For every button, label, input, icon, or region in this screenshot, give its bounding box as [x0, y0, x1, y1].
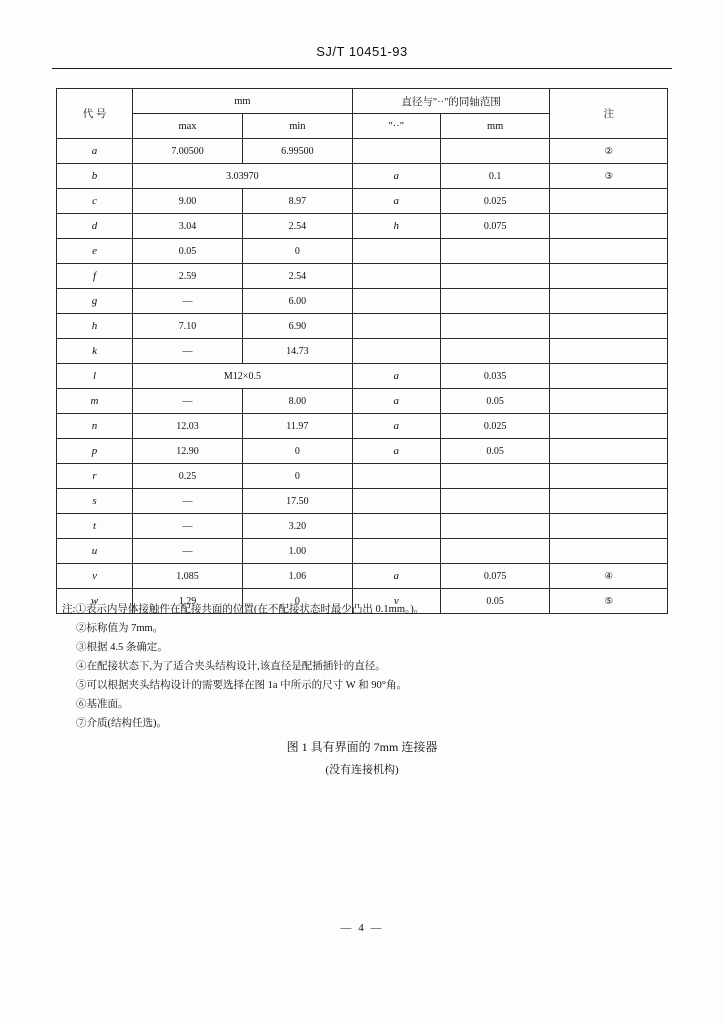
cell-span-value: M12×0.5	[133, 364, 353, 389]
figure-caption-line2: (没有连接机构)	[325, 764, 399, 776]
cell-coax-value	[440, 139, 550, 164]
table-row	[57, 464, 668, 489]
table-header-row-1	[57, 89, 668, 114]
header-mm: mm	[133, 89, 353, 114]
cell-reference	[352, 339, 440, 364]
cell-reference: a	[352, 389, 440, 414]
cell-min: 2.54	[242, 214, 352, 239]
cell-code: l	[57, 364, 133, 389]
cell-max: 0.25	[133, 464, 243, 489]
note-line: ⑥基准面。	[76, 699, 129, 710]
cell-note	[550, 489, 668, 514]
cell-coax-value: 0.075	[440, 214, 550, 239]
cell-note	[550, 464, 668, 489]
table-row	[57, 364, 668, 389]
cell-code: r	[57, 464, 133, 489]
cell-note	[550, 214, 668, 239]
cell-code: d	[57, 214, 133, 239]
cell-max: 0.05	[133, 239, 243, 264]
cell-code: c	[57, 189, 133, 214]
cell-reference: v	[352, 589, 440, 614]
page-header: SJ/T 10451-93	[316, 44, 408, 59]
cell-code: n	[57, 414, 133, 439]
cell-code: k	[57, 339, 133, 364]
cell-coax-value: 0.035	[440, 364, 550, 389]
cell-code: s	[57, 489, 133, 514]
spec-table-body	[57, 139, 668, 614]
header-min: min	[242, 114, 352, 139]
table-row	[57, 239, 668, 264]
header-value-mm: mm	[440, 114, 550, 139]
cell-min: 3.20	[242, 514, 352, 539]
cell-max: 7.00500	[133, 139, 243, 164]
cell-code: a	[57, 139, 133, 164]
cell-coax-value	[440, 489, 550, 514]
table-row	[57, 389, 668, 414]
cell-min: 0	[242, 589, 352, 614]
table-row	[57, 189, 668, 214]
cell-note	[550, 389, 668, 414]
cell-note	[550, 514, 668, 539]
cell-reference	[352, 289, 440, 314]
cell-min: 2.54	[242, 264, 352, 289]
cell-reference	[352, 489, 440, 514]
cell-min: 6.90	[242, 314, 352, 339]
table-row	[57, 514, 668, 539]
cell-note	[550, 289, 668, 314]
note-line: 注:①表示内导体接触件在配接共面的位置(在不配接状态时最少凸出 0.1mm。)。	[62, 604, 425, 615]
cell-min: 0	[242, 439, 352, 464]
cell-max: 3.04	[133, 214, 243, 239]
table-row	[57, 439, 668, 464]
cell-reference: a	[352, 364, 440, 389]
note-line: ③根据 4.5 条确定。	[76, 642, 168, 653]
cell-note: ④	[550, 564, 668, 589]
cell-note	[550, 339, 668, 364]
cell-coax-value: 0.025	[440, 189, 550, 214]
cell-coax-value	[440, 339, 550, 364]
cell-coax-value	[440, 539, 550, 564]
cell-code: p	[57, 439, 133, 464]
cell-reference: a	[352, 439, 440, 464]
cell-code: e	[57, 239, 133, 264]
cell-note: ③	[550, 164, 668, 189]
cell-reference	[352, 314, 440, 339]
cell-code: h	[57, 314, 133, 339]
cell-min: 8.00	[242, 389, 352, 414]
table-row	[57, 414, 668, 439]
page-number: — 4 —	[340, 922, 384, 934]
table-row	[57, 489, 668, 514]
cell-note	[550, 414, 668, 439]
spec-table	[56, 88, 668, 614]
cell-note	[550, 264, 668, 289]
cell-reference	[352, 539, 440, 564]
cell-code: b	[57, 164, 133, 189]
note-line: ④在配接状态下,为了适合夹头结构设计,该直径是配插插针的直径。	[76, 661, 386, 672]
cell-code: g	[57, 289, 133, 314]
cell-note: ⑤	[550, 589, 668, 614]
table-row	[57, 339, 668, 364]
header-ref: "··"	[352, 114, 440, 139]
cell-reference	[352, 139, 440, 164]
note-line: ⑦介质(结构任选)。	[76, 718, 167, 729]
figure-caption-line1: 图 1 具有界面的 7mm 连接器	[286, 740, 438, 754]
cell-note	[550, 189, 668, 214]
cell-reference	[352, 514, 440, 539]
cell-coax-value: 0.05	[440, 589, 550, 614]
cell-min: 8.97	[242, 189, 352, 214]
cell-code: m	[57, 389, 133, 414]
cell-coax-value: 0.05	[440, 439, 550, 464]
note-line: ②标称值为 7mm。	[76, 623, 164, 634]
cell-reference	[352, 264, 440, 289]
header-coaxial-range: 直径与"··"的同轴范围	[352, 89, 550, 114]
cell-reference	[352, 464, 440, 489]
table-notes	[62, 600, 662, 733]
table-row	[57, 139, 668, 164]
header-max: max	[133, 114, 243, 139]
cell-coax-value	[440, 264, 550, 289]
cell-min: 6.99500	[242, 139, 352, 164]
header-note: 注	[550, 89, 668, 139]
cell-note	[550, 314, 668, 339]
cell-max: 12.90	[133, 439, 243, 464]
cell-min: 0	[242, 239, 352, 264]
cell-code: f	[57, 264, 133, 289]
cell-max: —	[133, 389, 243, 414]
table-row	[57, 264, 668, 289]
cell-coax-value: 0.025	[440, 414, 550, 439]
cell-reference: a	[352, 564, 440, 589]
cell-reference	[352, 239, 440, 264]
cell-code: u	[57, 539, 133, 564]
cell-coax-value	[440, 464, 550, 489]
cell-note: ②	[550, 139, 668, 164]
cell-max: 7.10	[133, 314, 243, 339]
note-line: ⑤可以根据夹头结构设计的需要选择在图 1a 中所示的尺寸 W 和 90°角。	[76, 680, 407, 691]
cell-coax-value: 0.05	[440, 389, 550, 414]
cell-coax-value: 0.1	[440, 164, 550, 189]
cell-code: t	[57, 514, 133, 539]
cell-coax-value	[440, 239, 550, 264]
cell-max: —	[133, 289, 243, 314]
cell-span-value: 3.03970	[133, 164, 353, 189]
cell-max: 12.03	[133, 414, 243, 439]
cell-note	[550, 364, 668, 389]
cell-min: 11.97	[242, 414, 352, 439]
cell-max: 1.29	[133, 589, 243, 614]
cell-max: —	[133, 339, 243, 364]
cell-code: v	[57, 564, 133, 589]
cell-max: —	[133, 539, 243, 564]
table-row	[57, 314, 668, 339]
table-row	[57, 164, 668, 189]
cell-max: 1.085	[133, 564, 243, 589]
cell-max: 9.00	[133, 189, 243, 214]
table-row	[57, 564, 668, 589]
cell-coax-value	[440, 289, 550, 314]
cell-coax-value: 0.075	[440, 564, 550, 589]
cell-coax-value	[440, 514, 550, 539]
cell-reference: h	[352, 214, 440, 239]
cell-max: 2.59	[133, 264, 243, 289]
cell-reference: a	[352, 414, 440, 439]
cell-max: —	[133, 514, 243, 539]
cell-max: —	[133, 489, 243, 514]
cell-reference: a	[352, 164, 440, 189]
cell-coax-value	[440, 314, 550, 339]
cell-code: w	[57, 589, 133, 614]
cell-note	[550, 239, 668, 264]
spec-table-container	[56, 88, 668, 614]
cell-min: 6.00	[242, 289, 352, 314]
cell-min: 1.00	[242, 539, 352, 564]
table-row	[57, 289, 668, 314]
cell-note	[550, 539, 668, 564]
cell-min: 0	[242, 464, 352, 489]
table-row	[57, 214, 668, 239]
cell-note	[550, 439, 668, 464]
cell-min: 14.73	[242, 339, 352, 364]
table-row	[57, 539, 668, 564]
figure-caption	[0, 738, 724, 777]
header-rule	[52, 68, 672, 69]
header-code: 代 号	[57, 89, 133, 139]
cell-reference: a	[352, 189, 440, 214]
cell-min: 17.50	[242, 489, 352, 514]
cell-min: 1.06	[242, 564, 352, 589]
